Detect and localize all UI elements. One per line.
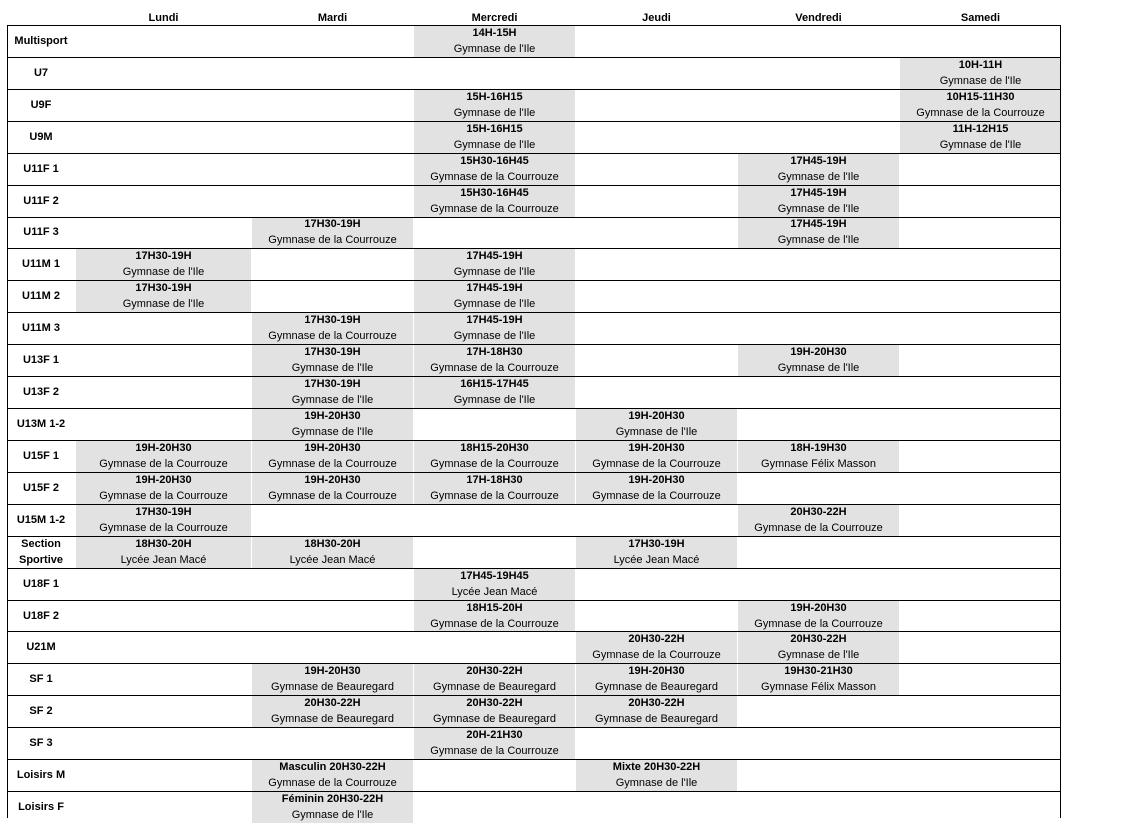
session-cell <box>252 537 413 568</box>
session-time: 15H-16H15 <box>466 90 523 103</box>
session-venue: Gymnase de la Courrouze <box>430 745 559 758</box>
session-time: 17H45-19H <box>466 282 523 295</box>
row-label: U13M 1-2 <box>16 417 66 430</box>
session-venue: Gymnase de la Courrouze <box>268 330 397 343</box>
session-venue: Gymnase de l'Ile <box>453 266 536 279</box>
session-time: 19H-20H30 <box>304 441 361 454</box>
session-cell <box>738 218 899 249</box>
session-cell <box>252 409 413 440</box>
session-time: 17H30-19H <box>304 218 361 231</box>
session-cell <box>900 90 1061 121</box>
session-cell <box>252 473 413 504</box>
session-cell <box>738 505 899 536</box>
session-time: 16H15-17H45 <box>460 378 529 391</box>
session-cell <box>738 664 899 695</box>
session-cell <box>576 473 737 504</box>
row-divider <box>7 153 1061 154</box>
session-cell <box>738 441 899 472</box>
session-time: Féminin 20H30-22H <box>281 793 384 806</box>
session-venue: Gymnase de l'Ile <box>291 394 374 407</box>
session-venue: Gymnase de l'Ile <box>939 74 1022 87</box>
session-cell <box>738 345 899 376</box>
session-venue: Gymnase de la Courrouze <box>99 489 228 502</box>
row-label: U15F 1 <box>22 449 60 462</box>
session-venue: Gymnase de Beauregard <box>595 681 718 694</box>
session-cell <box>414 473 575 504</box>
row-label: Loisirs M <box>16 769 66 782</box>
session-cell <box>414 90 575 121</box>
session-cell <box>414 154 575 185</box>
session-time: 18H15-20H30 <box>460 441 529 454</box>
session-cell <box>76 537 251 568</box>
session-venue: Gymnase de l'Ile <box>453 394 536 407</box>
table-border <box>7 25 8 818</box>
session-cell <box>252 377 413 408</box>
session-cell <box>576 760 737 791</box>
session-venue: Gymnase de la Courrouze <box>430 489 559 502</box>
session-cell <box>576 632 737 663</box>
row-divider <box>7 89 1061 90</box>
session-cell <box>414 345 575 376</box>
session-venue: Gymnase de l'Ile <box>777 649 860 662</box>
session-time: 17H30-19H <box>304 346 361 359</box>
row-divider <box>7 25 1061 26</box>
row-divider <box>7 695 1061 696</box>
session-venue: Gymnase de la Courrouze <box>99 457 228 470</box>
session-time: 17H45-19H45 <box>460 569 529 582</box>
session-time: 20H30-22H <box>628 697 685 710</box>
row-label: U7 <box>33 66 49 79</box>
day-header: Mercredi <box>471 12 518 24</box>
session-venue: Gymnase de la Courrouze <box>754 617 883 630</box>
session-venue: Lycée Jean Macé <box>120 553 207 566</box>
session-venue: Gymnase de la Courrouze <box>430 202 559 215</box>
session-time: 17H45-19H <box>466 314 523 327</box>
session-venue: Gymnase de l'Ile <box>453 330 536 343</box>
session-venue: Gymnase de la Courrouze <box>754 521 883 534</box>
session-venue: Gymnase de l'Ile <box>453 298 536 311</box>
session-time: 19H-20H30 <box>790 346 847 359</box>
session-cell <box>414 377 575 408</box>
row-label: SF 1 <box>29 673 53 686</box>
session-cell <box>414 122 575 153</box>
session-venue: Lycée Jean Macé <box>289 553 376 566</box>
session-cell <box>76 441 251 472</box>
session-cell <box>738 186 899 217</box>
session-venue: Gymnase de la Courrouze <box>430 362 559 375</box>
session-venue: Gymnase de la Courrouze <box>268 777 397 790</box>
table-border <box>1060 25 1061 818</box>
session-venue: Gymnase de l'Ile <box>939 138 1022 151</box>
session-venue: Gymnase Félix Masson <box>761 457 876 470</box>
session-cell <box>414 441 575 472</box>
session-time: 20H-21H30 <box>466 729 523 742</box>
session-time: 18H30-20H <box>304 537 361 550</box>
session-time: 18H30-20H <box>135 537 192 550</box>
session-venue: Lycée Jean Macé <box>451 585 538 598</box>
session-venue: Gymnase de l'Ile <box>291 362 374 375</box>
session-cell <box>414 696 575 727</box>
row-label: U11F 1 <box>23 162 59 175</box>
session-cell <box>414 186 575 217</box>
session-time: 17H30-19H <box>135 250 192 263</box>
session-time: 19H-20H30 <box>628 665 685 678</box>
row-label: Section Sportive <box>18 537 63 566</box>
session-time: 17H30-19H <box>304 314 361 327</box>
row-label: U11F 2 <box>23 194 59 207</box>
session-venue: Gymnase de la Courrouze <box>99 521 228 534</box>
row-label: U9F <box>30 98 52 111</box>
session-time: 20H30-22H <box>466 665 523 678</box>
session-time: 20H30-22H <box>790 633 847 646</box>
day-header: Mardi <box>317 12 348 24</box>
session-cell <box>252 345 413 376</box>
session-venue: Gymnase de Beauregard <box>433 713 556 726</box>
row-divider <box>7 344 1061 345</box>
session-time: 10H-11H <box>958 58 1003 71</box>
session-venue: Gymnase de Beauregard <box>595 713 718 726</box>
session-cell <box>414 601 575 632</box>
row-label: U11F 3 <box>23 226 59 239</box>
session-venue: Gymnase de l'Ile <box>615 777 698 790</box>
session-venue: Gymnase de Beauregard <box>271 681 394 694</box>
row-label: U11M 1 <box>22 258 60 271</box>
session-time: 17H-18H30 <box>466 346 523 359</box>
session-time: 15H30-16H45 <box>460 186 529 199</box>
session-cell <box>738 601 899 632</box>
row-label: Loisirs F <box>18 801 64 814</box>
row-divider <box>7 185 1061 186</box>
day-header: Vendredi <box>795 12 842 24</box>
row-divider <box>7 472 1061 473</box>
session-time: 19H-20H30 <box>304 473 361 486</box>
session-venue: Gymnase de la Courrouze <box>268 457 397 470</box>
row-divider <box>7 504 1061 505</box>
session-time: 17H45-19H <box>790 154 847 167</box>
session-venue: Gymnase de Beauregard <box>433 681 556 694</box>
row-divider <box>7 312 1061 313</box>
session-time: 17H45-19H <box>790 218 847 231</box>
row-label: U15F 2 <box>22 481 60 494</box>
session-venue: Gymnase de l'Ile <box>291 809 374 822</box>
session-time: 19H-20H30 <box>628 473 685 486</box>
session-venue: Gymnase Félix Masson <box>761 681 876 694</box>
session-cell <box>76 505 251 536</box>
row-divider <box>7 376 1061 377</box>
session-time: 17H30-19H <box>135 282 192 295</box>
row-divider <box>7 727 1061 728</box>
session-cell <box>414 281 575 312</box>
session-cell <box>576 441 737 472</box>
session-venue: Gymnase de l'Ile <box>122 266 205 279</box>
session-venue: Gymnase de l'Ile <box>777 170 860 183</box>
row-divider <box>7 631 1061 632</box>
session-time: Masculin 20H30-22H <box>279 761 386 774</box>
session-time: 17H30-19H <box>628 537 685 550</box>
row-label: U13F 1 <box>22 354 60 367</box>
session-venue: Gymnase de l'Ile <box>291 425 374 438</box>
session-cell <box>414 249 575 280</box>
session-venue: Gymnase de la Courrouze <box>430 170 559 183</box>
row-divider <box>7 536 1061 537</box>
session-venue: Gymnase de l'Ile <box>777 234 860 247</box>
session-cell <box>252 760 413 791</box>
session-time: 20H30-22H <box>628 633 685 646</box>
session-time: 19H-20H30 <box>628 409 685 422</box>
row-divider <box>7 759 1061 760</box>
session-time: 19H-20H30 <box>135 473 192 486</box>
session-time: 19H-20H30 <box>628 441 685 454</box>
session-venue: Gymnase de l'Ile <box>453 138 536 151</box>
session-cell <box>76 473 251 504</box>
session-cell <box>252 664 413 695</box>
row-divider <box>7 663 1061 664</box>
session-venue: Lycée Jean Macé <box>613 553 700 566</box>
row-label: U11M 3 <box>22 322 60 335</box>
session-cell <box>252 218 413 249</box>
session-venue: Gymnase de l'Ile <box>453 42 536 55</box>
session-venue: Gymnase de l'Ile <box>453 106 536 119</box>
session-cell <box>252 696 413 727</box>
row-label: SF 2 <box>29 705 53 718</box>
day-header: Jeudi <box>642 12 671 24</box>
session-cell <box>252 441 413 472</box>
session-cell <box>414 313 575 344</box>
session-time: 14H-15H <box>472 26 517 39</box>
session-time: 17H30-19H <box>135 505 192 518</box>
row-divider <box>7 440 1061 441</box>
session-time: 20H30-22H <box>304 697 361 710</box>
session-time: 19H-20H30 <box>790 601 847 614</box>
session-time: 19H-20H30 <box>135 441 192 454</box>
session-cell <box>576 409 737 440</box>
session-time: 11H-12H15 <box>952 122 1009 135</box>
session-time: 17H30-19H <box>304 378 361 391</box>
session-venue: Gymnase de la Courrouze <box>430 617 559 630</box>
session-time: Mixte 20H30-22H <box>612 761 701 774</box>
day-header: Lundi <box>148 12 179 24</box>
row-divider <box>7 600 1061 601</box>
session-venue: Gymnase de la Courrouze <box>268 234 397 247</box>
session-cell <box>900 122 1061 153</box>
row-label: SF 3 <box>29 737 53 750</box>
row-label: U13F 2 <box>22 386 60 399</box>
row-divider <box>7 791 1061 792</box>
session-time: 15H-16H15 <box>466 122 523 135</box>
row-label: U18F 2 <box>22 609 60 622</box>
session-cell <box>576 537 737 568</box>
row-label: U9M <box>29 130 53 143</box>
session-cell <box>576 696 737 727</box>
row-divider <box>7 121 1061 122</box>
row-divider <box>7 217 1061 218</box>
session-cell <box>414 26 575 57</box>
session-cell <box>252 313 413 344</box>
session-time: 15H30-16H45 <box>460 154 529 167</box>
day-header: Samedi <box>960 12 1001 24</box>
row-label: U21M <box>26 641 56 654</box>
row-label: U18F 1 <box>22 577 60 590</box>
session-time: 19H-20H30 <box>304 409 361 422</box>
session-cell <box>76 281 251 312</box>
session-venue: Gymnase de la Courrouze <box>592 457 721 470</box>
session-cell <box>414 664 575 695</box>
session-time: 17H45-19H <box>466 250 523 263</box>
session-venue: Gymnase de l'Ile <box>777 362 860 375</box>
session-time: 10H15-11H30 <box>946 90 1015 103</box>
session-venue: Gymnase de la Courrouze <box>592 649 721 662</box>
session-time: 17H-18H30 <box>466 473 523 486</box>
session-time: 18H-19H30 <box>790 441 847 454</box>
session-time: 20H30-22H <box>466 697 523 710</box>
session-time: 19H-20H30 <box>304 665 361 678</box>
row-divider <box>7 248 1061 249</box>
session-cell <box>738 154 899 185</box>
session-venue: Gymnase de l'Ile <box>122 298 205 311</box>
session-time: 19H30-21H30 <box>784 665 853 678</box>
session-cell <box>900 58 1061 89</box>
session-cell <box>414 569 575 600</box>
row-divider <box>7 280 1061 281</box>
session-cell <box>576 664 737 695</box>
row-label: Multisport <box>14 34 68 47</box>
row-divider <box>7 57 1061 58</box>
session-cell <box>414 728 575 759</box>
session-venue: Gymnase de l'Ile <box>615 425 698 438</box>
session-cell <box>738 632 899 663</box>
session-time: 20H30-22H <box>790 505 847 518</box>
row-label: U11M 2 <box>22 290 60 303</box>
session-venue: Gymnase de l'Ile <box>777 202 860 215</box>
session-cell <box>76 249 251 280</box>
row-divider <box>7 408 1061 409</box>
session-venue: Gymnase de la Courrouze <box>916 106 1045 119</box>
session-venue: Gymnase de la Courrouze <box>268 489 397 502</box>
session-venue: Gymnase de la Courrouze <box>592 489 721 502</box>
session-cell <box>252 792 413 823</box>
row-label: U15M 1-2 <box>16 513 66 526</box>
session-time: 18H15-20H <box>466 601 523 614</box>
session-venue: Gymnase de Beauregard <box>271 713 394 726</box>
row-divider <box>7 568 1061 569</box>
session-time: 17H45-19H <box>790 186 847 199</box>
session-venue: Gymnase de la Courrouze <box>430 457 559 470</box>
